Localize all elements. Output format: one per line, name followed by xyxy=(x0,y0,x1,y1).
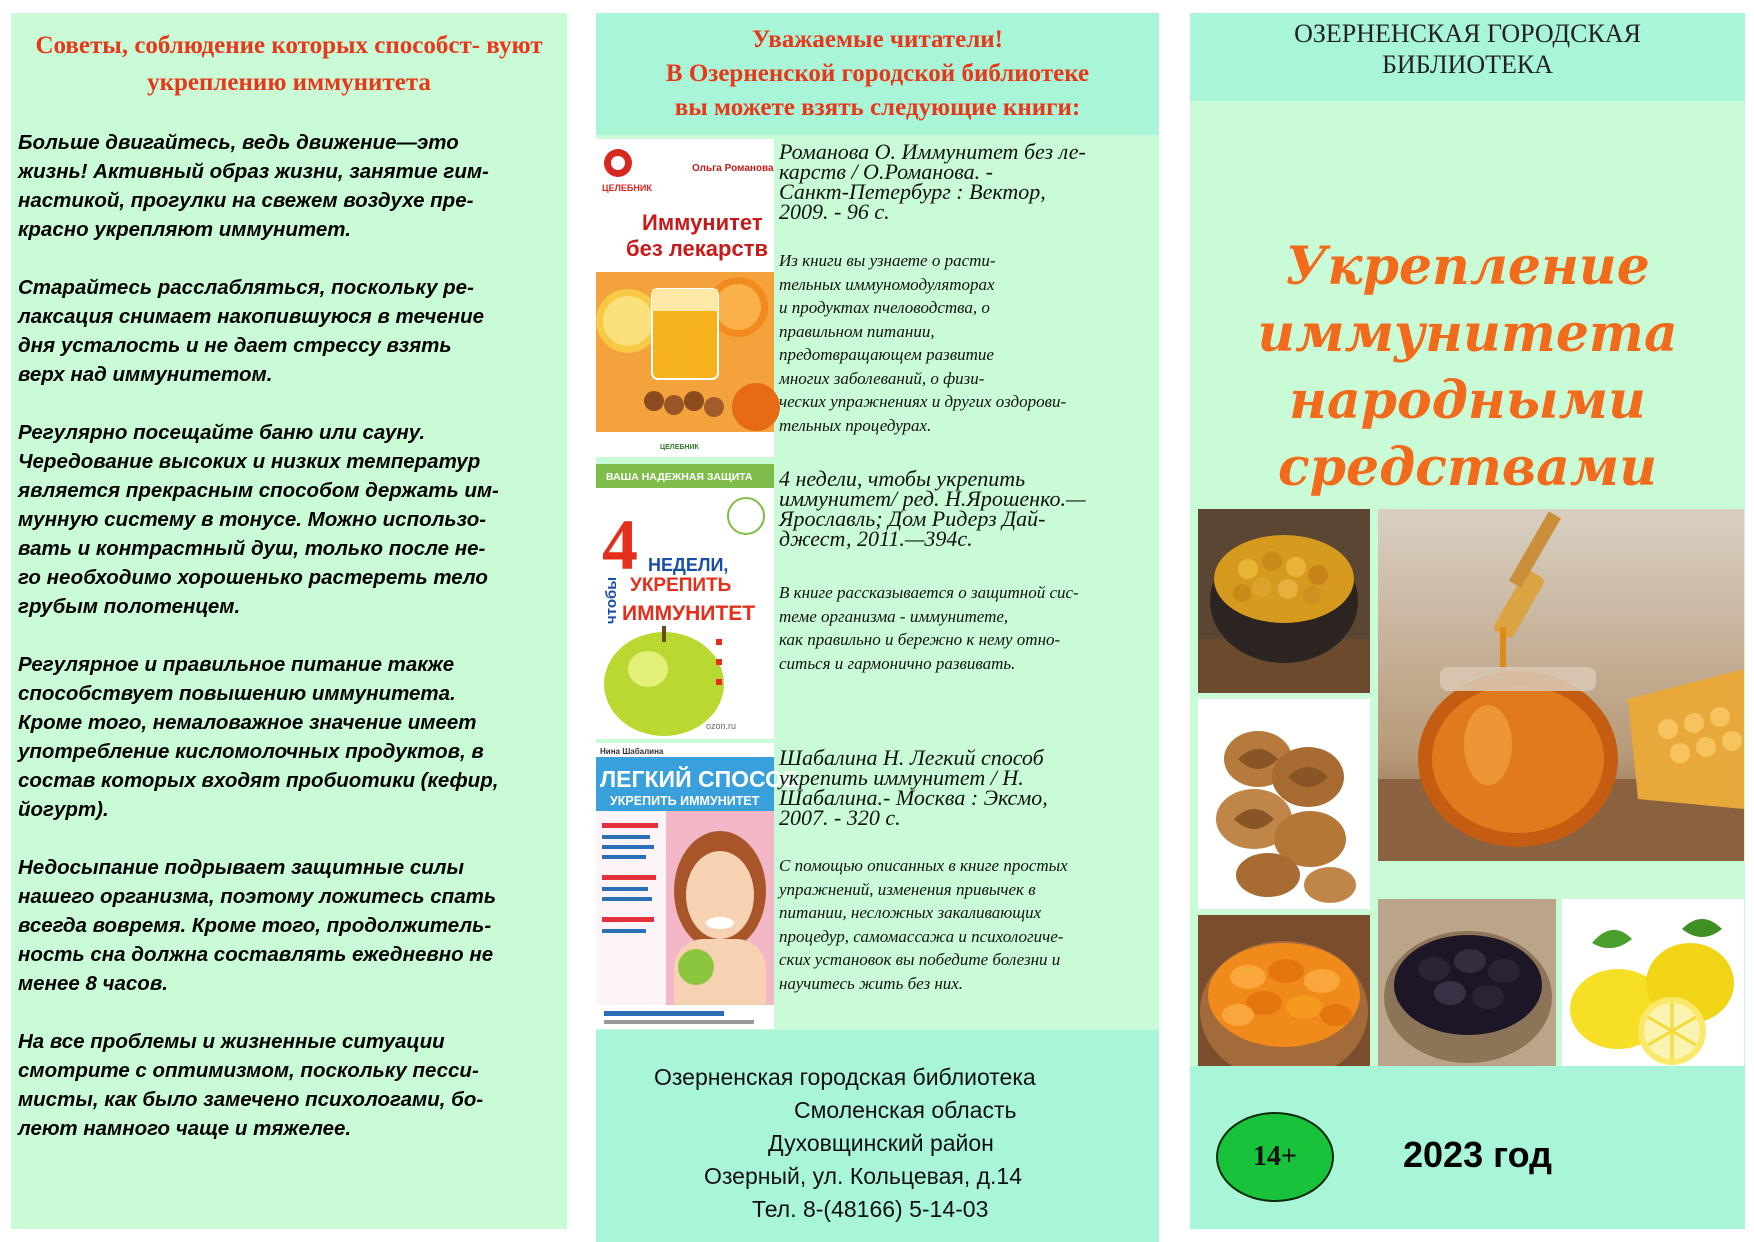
library-address xyxy=(596,1030,1159,1242)
footer-band xyxy=(1190,1066,1745,1229)
tip-optimism: На все проблемы и жизненные ситуации смотрите с оптимизмом, поскольку песси- мисты, как было замечено психологами, бо- леют намного чаще и тяжелее. xyxy=(18,1030,484,1140)
book-cover-romanova-art xyxy=(596,139,774,457)
book2-title-a: НЕДЕЛИ, xyxy=(648,555,729,575)
tips-panel xyxy=(11,13,567,1229)
book-cover-4-weeks-art xyxy=(596,464,774,739)
lemons-photo xyxy=(1562,899,1744,1075)
book2-number: 4 xyxy=(602,505,638,585)
lemons-photo-art xyxy=(1562,899,1744,1075)
book-cover-romanova xyxy=(596,139,774,457)
library-name-band xyxy=(1190,13,1745,101)
books-heading: Уважаемые читатели! В Озерненской городской библиотеке вы можете взять следующие книги: xyxy=(665,26,1090,121)
honey-photo xyxy=(1378,509,1744,861)
book2-title-b: чтобы xyxy=(603,576,620,624)
prunes-photo xyxy=(1378,899,1556,1075)
books-panel xyxy=(596,13,1159,1229)
book-cover-4-weeks xyxy=(596,464,774,739)
tip-sauna: Регулярно посещайте баню или сауну. Чередование высоких и низких температур является прекрасным способом держать им- мунную систему в тонусе. Можно использо- вать и контрастный душ, только после не- го необходимо хорошенько растереть тело грубым полотенцем. xyxy=(18,421,499,618)
prunes-photo-art xyxy=(1378,899,1556,1075)
tips-heading: Советы, соблюдение которых способст- вуют укреплению иммунитета xyxy=(35,32,543,96)
book-cover-shabalina-art xyxy=(596,743,800,1029)
raisins-photo xyxy=(1198,509,1370,693)
address-library: Озерненская городская библиотека xyxy=(654,1064,1036,1090)
svg-text:без лекарств: без лекарств xyxy=(626,236,769,261)
walnuts-photo xyxy=(1198,699,1370,909)
age-rating-badge: 14+ xyxy=(1216,1112,1334,1202)
year-label: 2023 год xyxy=(1403,1134,1552,1175)
book2-title-d: ИММУНИТЕТ xyxy=(622,602,756,625)
address-region: Смоленская область xyxy=(794,1097,1017,1123)
raisins-photo-art xyxy=(1198,509,1370,693)
address-phone: Тел. 8-(48166) 5-14-03 xyxy=(752,1196,989,1222)
book3-description: С помощью описанных в книге простых упражнений, изменения привычек в питании, несложных закаливающих процедур, самомассажа и психологиче- ских установок вы победите болезни и научитесь жить без них. xyxy=(779,856,1068,993)
book3-reference: Шабалина Н. Легкий способ укрепить иммунитет / Н. Шабалина.- Москва : Эксмо, 2007. - 320 с. xyxy=(779,745,1048,830)
tip-relaxation: Старайтесь расслабляться, поскольку ре- лаксация снимает накопившуюся в течение дня усталость и не дает стрессу взять верх над иммунитетом. xyxy=(18,276,485,386)
honey-photo-art xyxy=(1378,509,1744,861)
address-district: Духовщинский район xyxy=(768,1130,994,1156)
book1-reference: Романова О. Иммунитет без ле- карств / О.Романова. - Санкт-Петербург : Вектор, 2009. - 96 с. xyxy=(779,139,1086,224)
book2-reference: 4 недели, чтобы укрепить иммунитет/ ред. Н.Ярошенко.— Ярославль; Дом Ридерз Дай- джест, 2011.—394с. xyxy=(779,466,1086,551)
book3-title: ЛЕГКИЙ СПОСОБ xyxy=(600,766,800,792)
tip-nutrition: Регулярное и правильное питание также способствует повышению иммунитета. Кроме того, немаловажное значение имеет употребление кисломолочных продуктов, в состав которых входят пробиотики (кефир, йогурт). xyxy=(18,653,499,821)
book2-series: ВАША НАДЕЖНАЯ ЗАЩИТА xyxy=(606,471,753,483)
book2-title-c: УКРЕПИТЬ xyxy=(630,575,732,596)
tip-movement: Больше двигайтесь, ведь движение—это жизнь! Активный образ жизни, занятие гим- настикой, прогулки на свежем воздухе пре- красно укрепляют иммунитет. xyxy=(18,131,489,241)
dried-apricots-photo-art xyxy=(1198,915,1370,1075)
book2-description: В книге рассказывается о защитной сис- теме организма - иммунитете, как правильно и бережно к нему отно- ситься и гармонично развивать. xyxy=(779,583,1079,673)
book3-subtitle: УКРЕПИТЬ ИММУНИТЕТ xyxy=(610,794,760,808)
library-name: ОЗЕРНЕНСКАЯ ГОРОДСКАЯ БИБЛИОТЕКА xyxy=(1294,19,1641,79)
book2-site: ozon.ru xyxy=(706,721,737,731)
book-cover-shabalina xyxy=(596,743,800,1029)
cover-panel xyxy=(1190,13,1745,1229)
book1-author: Ольга Романова xyxy=(692,163,774,174)
book1-description: Из книги вы узнаете о расти- тельных иммуномодуляторах и продуктах пчеловодства, о правильном питании, предотвращающем развитие многих заболеваний, о физи- ческих упражнениях и других оздорови- тельных процедурах. xyxy=(779,251,1067,435)
book3-author: Нина Шабалина xyxy=(600,747,664,756)
books-heading-band xyxy=(596,13,1159,135)
brochure-title: Укрепление иммунитета народными средствами xyxy=(1257,236,1678,498)
address-street: Озерный, ул. Кольцевая, д.14 xyxy=(704,1163,1022,1189)
dried-apricots-photo xyxy=(1198,915,1370,1075)
book1-series: ЦЕЛЕБНИК xyxy=(602,183,652,193)
svg-text:Иммунитет: Иммунитет xyxy=(642,210,763,235)
tip-sleep: Недосыпание подрывает защитные силы нашего организма, поэтому ложитесь спать всегда вовремя. Кроме того, продолжитель- ность сна должна составлять ежедневно не менее 8 часов. xyxy=(18,856,497,995)
tips-list xyxy=(18,128,566,1172)
book1-footer: ЦЕЛЕБНИК xyxy=(660,444,699,451)
walnuts-photo-art xyxy=(1198,699,1370,909)
